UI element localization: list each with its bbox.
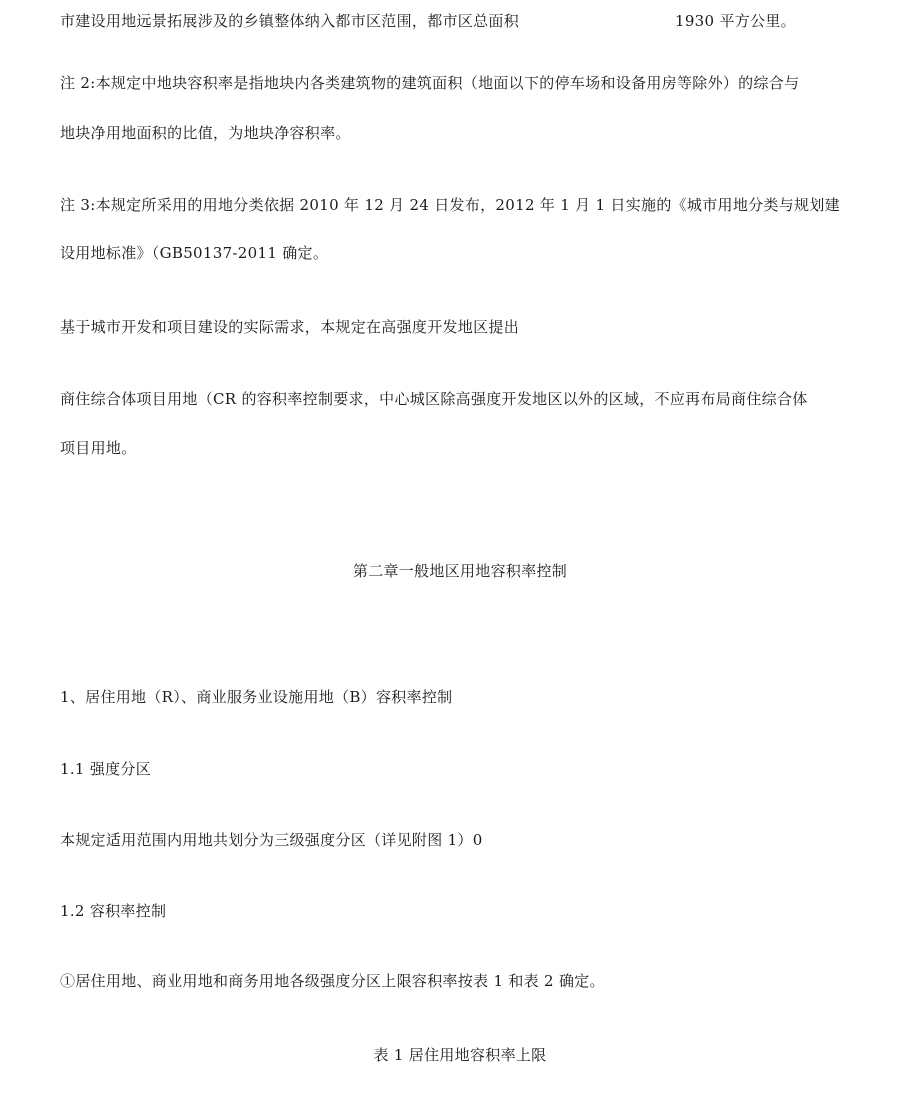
subsection-heading: 1.1 强度分区: [60, 760, 152, 778]
paragraph-line: 本规定适用范围内用地共划分为三级强度分区（详见附图 1）0: [60, 831, 483, 849]
metro-area-value: 1930 平方公里。: [675, 12, 796, 30]
section-heading: 1、居住用地（R）、商业服务业设施用地（B）容积率控制: [60, 688, 453, 706]
note-2-line-2: 地块净用地面积的比值，为地块净容积率。: [60, 124, 351, 142]
note-3-line-1: 注 3:本规定所采用的用地分类依据 2010 年 12 月 24 日发布，2012 年 1 月 1 日实施的《城市用地分类与规划建: [60, 196, 840, 214]
table-caption: 表 1 居住用地容积率上限: [373, 1046, 547, 1064]
paragraph-line: 项目用地。: [60, 439, 137, 457]
text-line-metro-area: 市建设用地远景拓展涉及的乡镇整体纳入都市区范围，都市区总面积: [60, 12, 520, 30]
chapter-title: 第二章一般地区用地容积率控制: [352, 562, 568, 580]
subsection-heading: 1.2 容积率控制: [60, 902, 167, 920]
paragraph-line: 基于城市开发和项目建设的实际需求，本规定在高强度开发地区提出: [60, 318, 520, 336]
paragraph-line: ①居住用地、商业用地和商务用地各级强度分区上限容积率按表 1 和表 2 确定。: [60, 972, 605, 990]
paragraph-line: 商住综合体项目用地（CR 的容积率控制要求，中心城区除高强度开发地区以外的区域，不应再布局商住综合体: [60, 390, 808, 408]
note-2-line-1: 注 2:本规定中地块容积率是指地块内各类建筑物的建筑面积（地面以下的停车场和设备用房等除外）的综合与: [60, 74, 800, 92]
note-3-line-2: 设用地标准》（GB50137-2011 确定。: [60, 244, 329, 262]
